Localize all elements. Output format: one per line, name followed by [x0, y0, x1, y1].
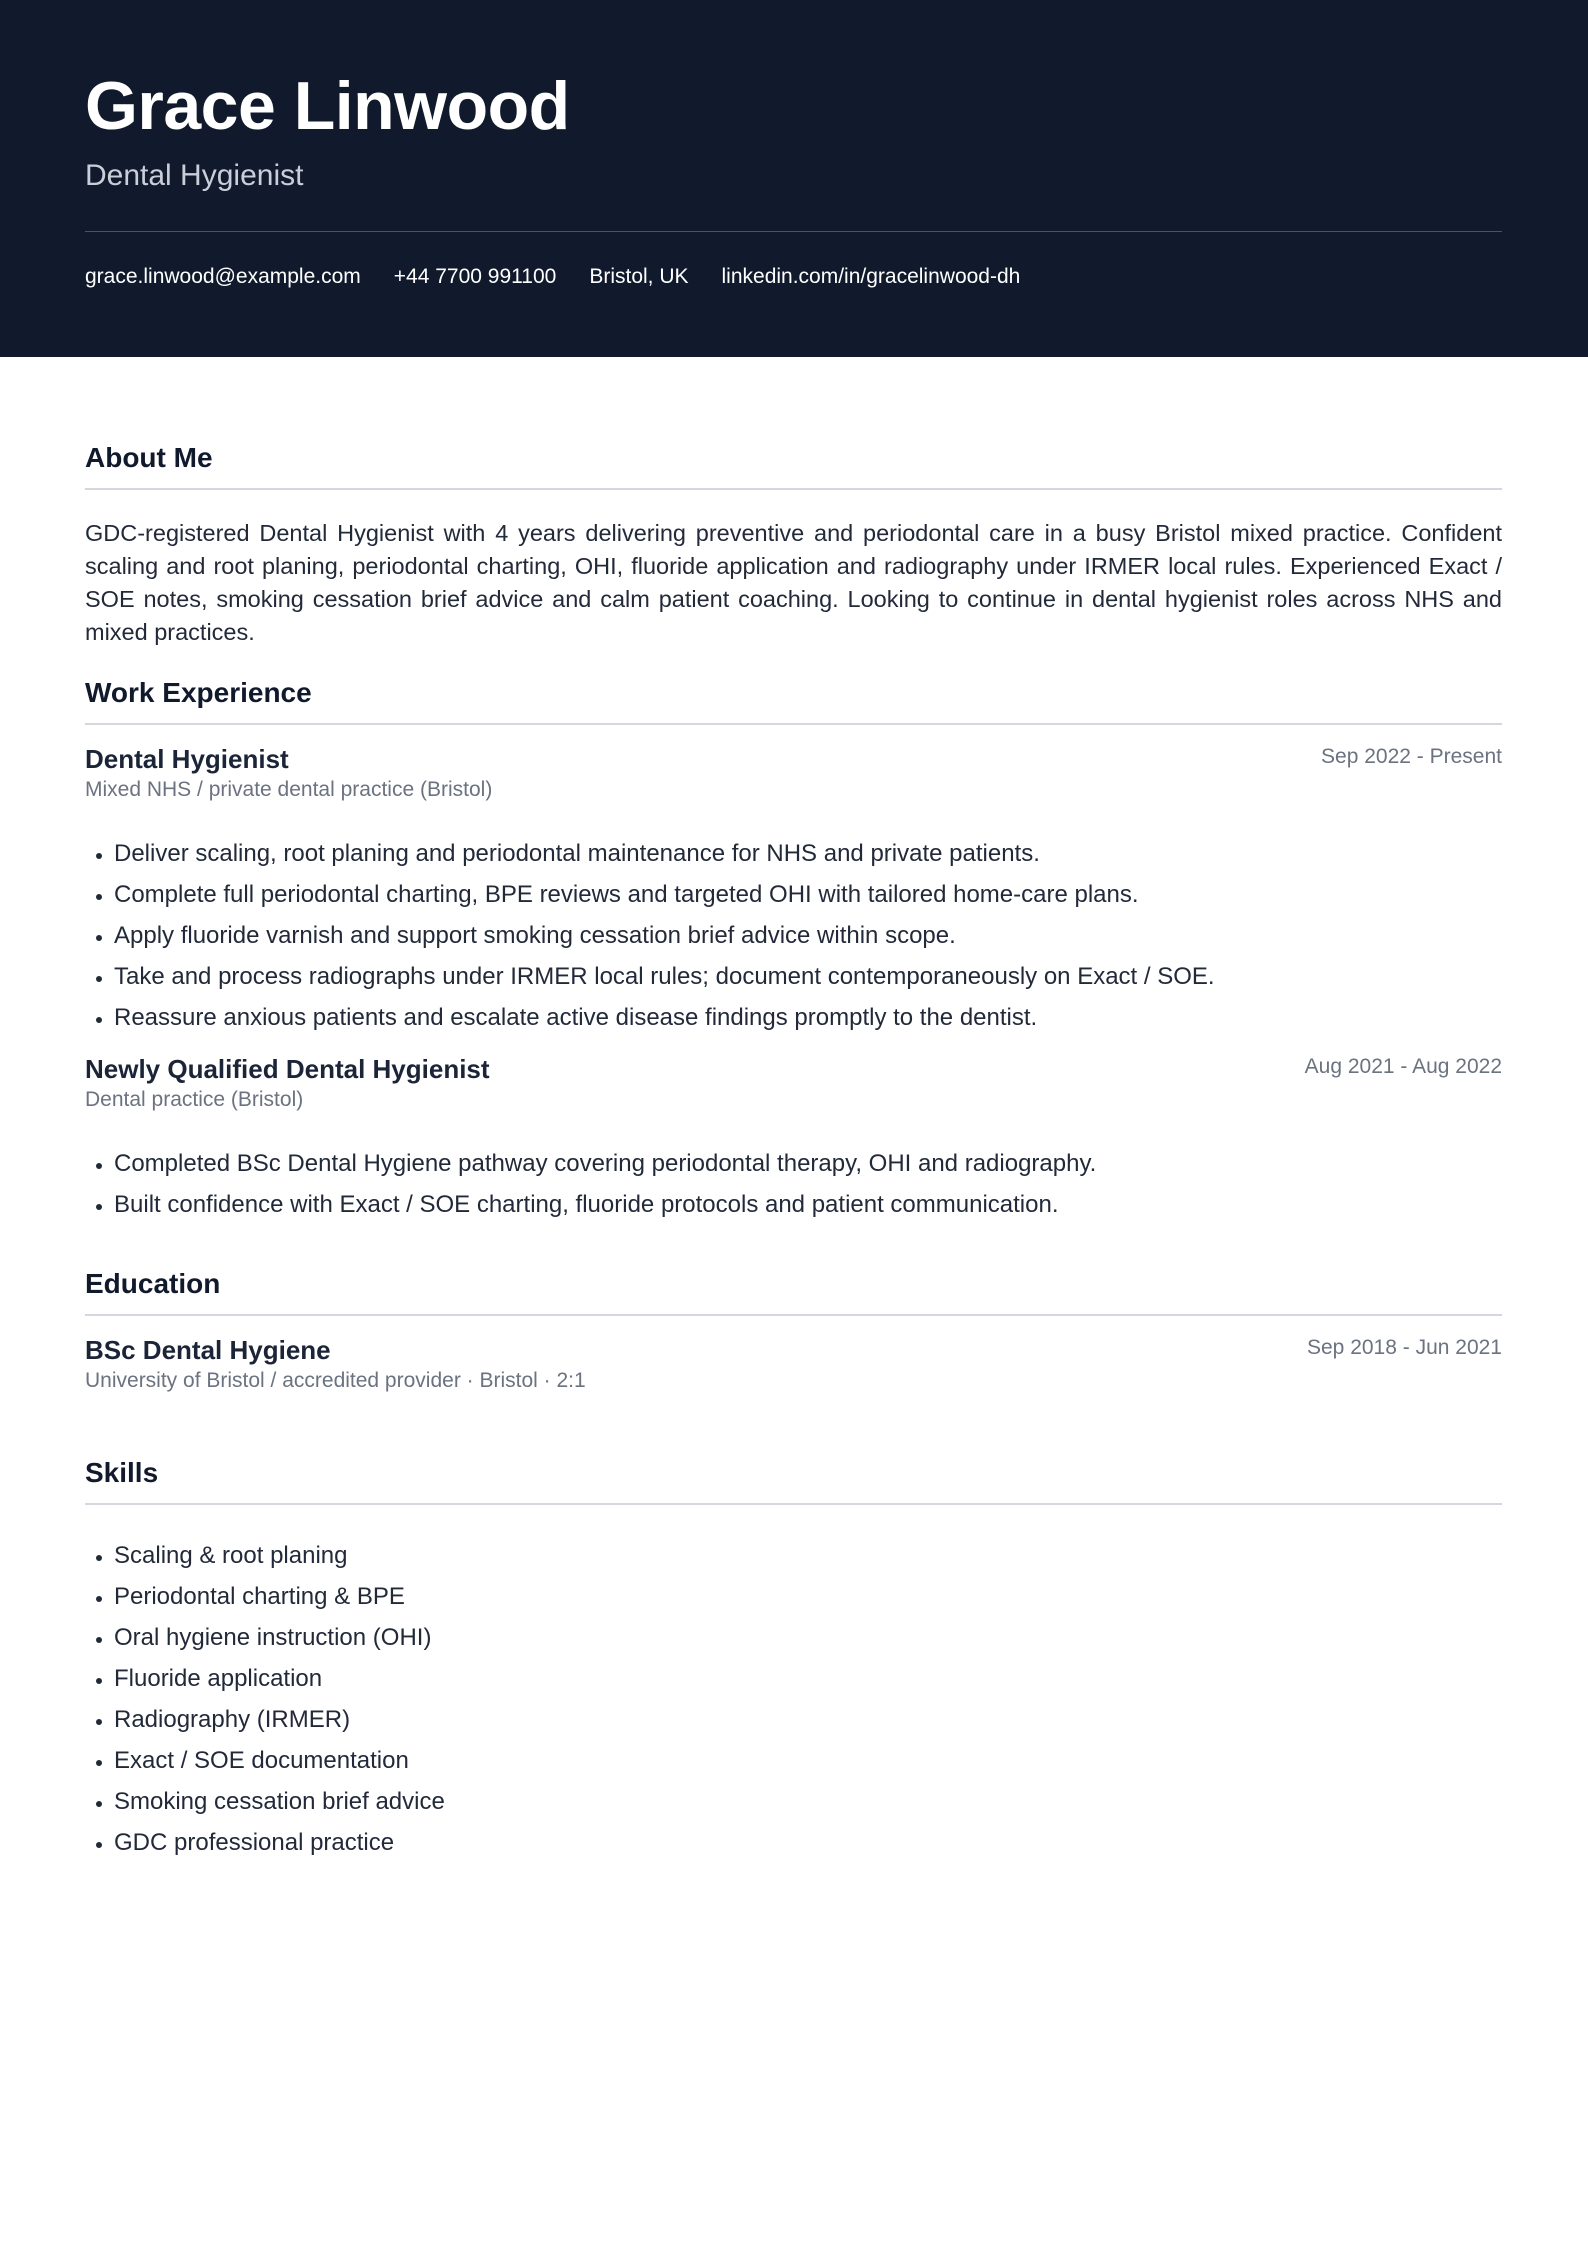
skills-list	[85, 1535, 1502, 1863]
resume-header	[0, 0, 1588, 357]
job-organization: Mixed NHS / private dental practice (Bristol)	[85, 778, 493, 801]
skills-section-divider	[85, 1503, 1502, 1505]
education-degree: BSc Dental Hygiene	[85, 1335, 331, 1365]
experience-section-divider	[85, 723, 1502, 725]
education-details: University of Bristol / accredited provider · Bristol · 2:1	[85, 1369, 586, 1392]
list-item: • Take and process radiographs under IRMER local rules; document contemporaneously on Exact / SOE.	[114, 956, 1502, 997]
skill-item: • Oral hygiene instruction (OHI)	[114, 1617, 1502, 1658]
list-item: • Complete full periodontal charting, BPE reviews and targeted OHI with tailored home-care plans.	[114, 874, 1502, 915]
education-section-divider	[85, 1314, 1502, 1316]
skill-item: • Fluoride application	[114, 1658, 1502, 1699]
skill-item: • Radiography (IRMER)	[114, 1699, 1502, 1740]
contact-location: Bristol, UK	[589, 265, 689, 288]
job-bullet-list	[85, 1143, 1502, 1225]
contact-list	[85, 262, 1053, 292]
job-title: Newly Qualified Dental Hygienist	[85, 1054, 490, 1084]
skill-item: • Smoking cessation brief advice	[114, 1781, 1502, 1822]
job-title: Dental Hygienist	[85, 744, 289, 774]
contact-phone[interactable]: +44 7700 991100	[393, 265, 557, 288]
contact-email[interactable]: grace.linwood@example.com	[85, 265, 361, 288]
candidate-role: Dental Hygienist	[85, 159, 304, 192]
list-item: • Built confidence with Exact / SOE charting, fluoride protocols and patient communication.	[114, 1184, 1502, 1225]
job-dates: Sep 2022 - Present	[1321, 745, 1502, 768]
skill-item: • Periodontal charting & BPE	[114, 1576, 1502, 1617]
skill-item: • Scaling & root planing	[114, 1535, 1502, 1576]
skill-item: • Exact / SOE documentation	[114, 1740, 1502, 1781]
experience-section-title: Work Experience	[85, 677, 312, 708]
list-item: • Completed BSc Dental Hygiene pathway covering periodontal therapy, OHI and radiography.	[114, 1143, 1502, 1184]
about-section-divider	[85, 488, 1502, 490]
contact-linkedin[interactable]: linkedin.com/in/gracelinwood-dh	[721, 265, 1021, 288]
skills-section-title: Skills	[85, 1457, 159, 1488]
list-item: • Deliver scaling, root planing and periodontal maintenance for NHS and private patients.	[114, 833, 1502, 874]
job-dates: Aug 2021 - Aug 2022	[1304, 1055, 1502, 1078]
job-organization: Dental practice (Bristol)	[85, 1088, 304, 1111]
skill-item: • GDC professional practice	[114, 1822, 1502, 1863]
list-item: • Reassure anxious patients and escalate active disease findings promptly to the dentist.	[114, 997, 1502, 1038]
list-item: • Apply fluoride varnish and support smoking cessation brief advice within scope.	[114, 915, 1502, 956]
education-section-title: Education	[85, 1268, 221, 1299]
header-divider	[85, 231, 1502, 232]
about-section-title: About Me	[85, 442, 213, 473]
job-bullet-list	[85, 833, 1502, 1038]
candidate-name: Grace Linwood	[85, 68, 570, 144]
education-dates: Sep 2018 - Jun 2021	[1307, 1336, 1502, 1359]
about-text: GDC-registered Dental Hygienist with 4 years delivering preventive and periodontal care in a busy Bristol mixed practice. Confident scaling and root planing, periodontal charting, OHI, fluoride application and radiography under IRMER local rules. Experienced Exact / SOE notes, smoking cessation brief advice and calm patient coaching. Looking to continue in dental hygienist roles across NHS and mixed practices.	[85, 520, 1502, 645]
